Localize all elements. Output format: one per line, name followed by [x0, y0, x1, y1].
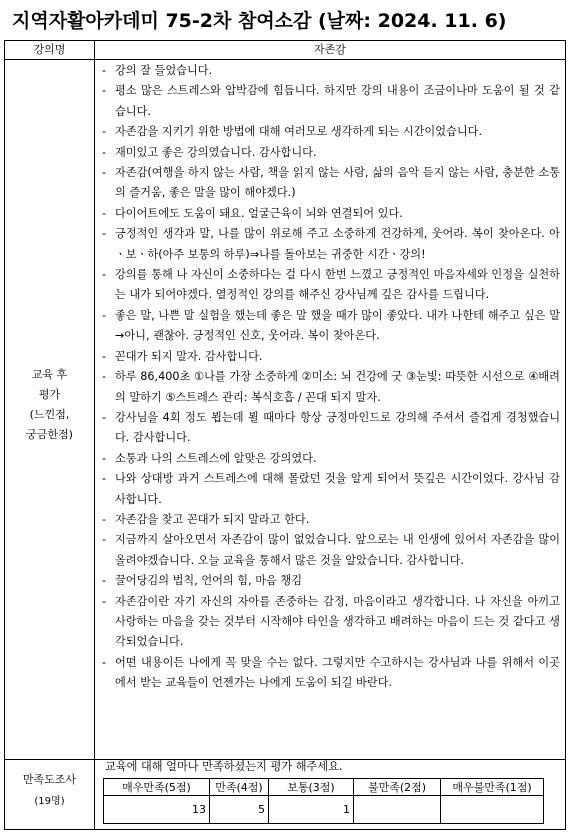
comment-item: - 어떤 내용이든 나에게 꼭 맞을 수는 없다. 그렇지만 수고하시는 강사님과 나를 위해서 이곳에서 받는 교육들이 언젠가는 나에게 도움이 되길 바란다. — [100, 653, 560, 694]
comment-list — [100, 61, 560, 694]
satisfaction-col-header: 불만족(2점) — [354, 779, 441, 796]
comment-item: - 자존감을 지키기 위한 방법에 대해 여러모로 생각하게 되는 시간이었습니다. — [100, 122, 560, 142]
row-label-evaluation — [5, 365, 94, 445]
satisfaction-value: 5 — [210, 796, 269, 824]
row-label-line: (느낀점, — [29, 408, 70, 421]
comment-item: - 자존감이란 자기 자신의 자아를 존중하는 감정, 마음이라고 생각합니다. 나 자신을 아끼고 사랑하는 마음을 갖는 것부터 시작해야 타인을 생각하고 배려하는 마음이 드는 것 같다고 생각되었습니다. — [100, 592, 560, 653]
satisfaction-value: 1 — [269, 796, 354, 824]
comment-item: - 자존감을 찾고 꼰대가 되지 말라고 한다. — [100, 510, 560, 530]
satisfaction-value-row — [104, 796, 544, 824]
comment-item: - 다이어트에도 도움이 돼요. 얼굴근육이 뇌와 연결되어 있다. — [100, 204, 560, 224]
comment-item: - 지금까지 살아오면서 자존감이 많이 없었습니다. 앞으로는 내 인생에 있어서 자존감을 많이 올려야겠습니다. 오늘 교육을 통해서 많은 것을 알았습니다. 감사합니다. — [100, 530, 560, 571]
comment-item: - 하루 86,400초 ①나를 가장 소중하게 ②미소: 뇌 건강에 굿 ③눈빛: 따뜻한 시선으로 ④배려의 말하기 ⑤스트레스 관리: 복식호흡 / 꼰대 되지 말자. — [100, 367, 560, 408]
row-label-line: 교육 후 — [31, 368, 68, 381]
document-title: 지역자활아카데미 75-2차 참여소감 (날짜: 2024. 11. 6) — [12, 10, 507, 32]
survey-label-text: 만족도조사 — [22, 773, 77, 786]
comment-item: - 강의를 통해 나 자신이 소중하다는 걸 다시 한번 느꼈고 긍정적인 마음자세와 인정을 실천하는 내가 되어야겠다. 열정적인 강의를 해주신 강사님께 깊은 감사를 드립니다. — [100, 265, 560, 306]
comment-item: - 재미있고 좋은 강의였습니다. 감사합니다. — [100, 143, 560, 163]
satisfaction-col-header: 매우만족(5점) — [104, 779, 210, 796]
survey-label — [5, 769, 94, 813]
satisfaction-col-header: 만족(4점) — [210, 779, 269, 796]
comment-item: - 강의 잘 들었습니다. — [100, 61, 560, 81]
evaluation-table — [4, 40, 566, 830]
header-lecture-name: 강의명 — [33, 43, 66, 56]
survey-question: 교육에 대해 얼마나 만족하셨는지 평가 해주세요. — [105, 760, 343, 773]
comment-item: - 소통과 나의 스트레스에 알맞은 강의였다. — [100, 449, 560, 469]
comment-item: - 좋은 말, 나쁜 말 실험을 했는데 좋은 말 했을 때가 많이 좋았다. 내가 나한테 해주고 싶은 말→아니, 괜찮아. 긍정적인 신호, 웃어라. 복이 찾아온다. — [100, 306, 560, 347]
satisfaction-col-header: 보통(3점) — [269, 779, 354, 796]
satisfaction-value: 13 — [104, 796, 210, 824]
row-label-line: 평가 — [38, 388, 61, 401]
satisfaction-value — [441, 796, 544, 824]
comment-item: - 자존감(여행을 하지 않는 사람, 책을 읽지 않는 사람, 삶의 음악 듣지 않는 사람, 충분한 소통의 즐거움, 좋은 말을 많이 해야겠다.) — [100, 163, 560, 204]
comment-item: - 평소 많은 스트레스와 압박감에 힘듭니다. 하지만 강의 내용이 조금이나마 도움이 될 것 같습니다. — [100, 81, 560, 122]
header-lecture-title: 자존감 — [314, 43, 346, 56]
comment-item: - 긍정적인 생각과 말, 나를 많이 위로해 주고 소중하게 건강하게, 웃어라. 복이 찾아온다. 아ㆍ보ㆍ하(아주 보통의 하루)⇒나를 돌아보는 귀중한 시간ㆍ강의! — [100, 224, 560, 265]
satisfaction-header-row — [104, 779, 544, 796]
comment-item: - 강사님을 4회 정도 뵙는데 뵐 때마다 항상 긍정마인드로 강의해 주셔서 즐겁게 경청했습니다. 감사합니다. — [100, 408, 560, 449]
comment-item: - 끌어당김의 법칙, 언어의 힘, 마음 챙김 — [100, 571, 560, 591]
comment-item: - 나와 상대방 과거 스트레스에 대해 몰랐던 것을 알게 되어서 뜻깊은 시간이었다. 강사님 감사합니다. — [100, 469, 560, 510]
satisfaction-col-header: 매우불만족(1점) — [441, 779, 544, 796]
row-label-line: 궁금한점) — [26, 428, 73, 441]
comment-item: - 꼰대가 되지 말자. 감사합니다. — [100, 347, 560, 367]
survey-respondent-count: (19명) — [34, 796, 65, 807]
satisfaction-value — [354, 796, 441, 824]
satisfaction-table — [103, 778, 544, 824]
column-divider — [94, 41, 95, 829]
header-divider — [5, 59, 565, 60]
